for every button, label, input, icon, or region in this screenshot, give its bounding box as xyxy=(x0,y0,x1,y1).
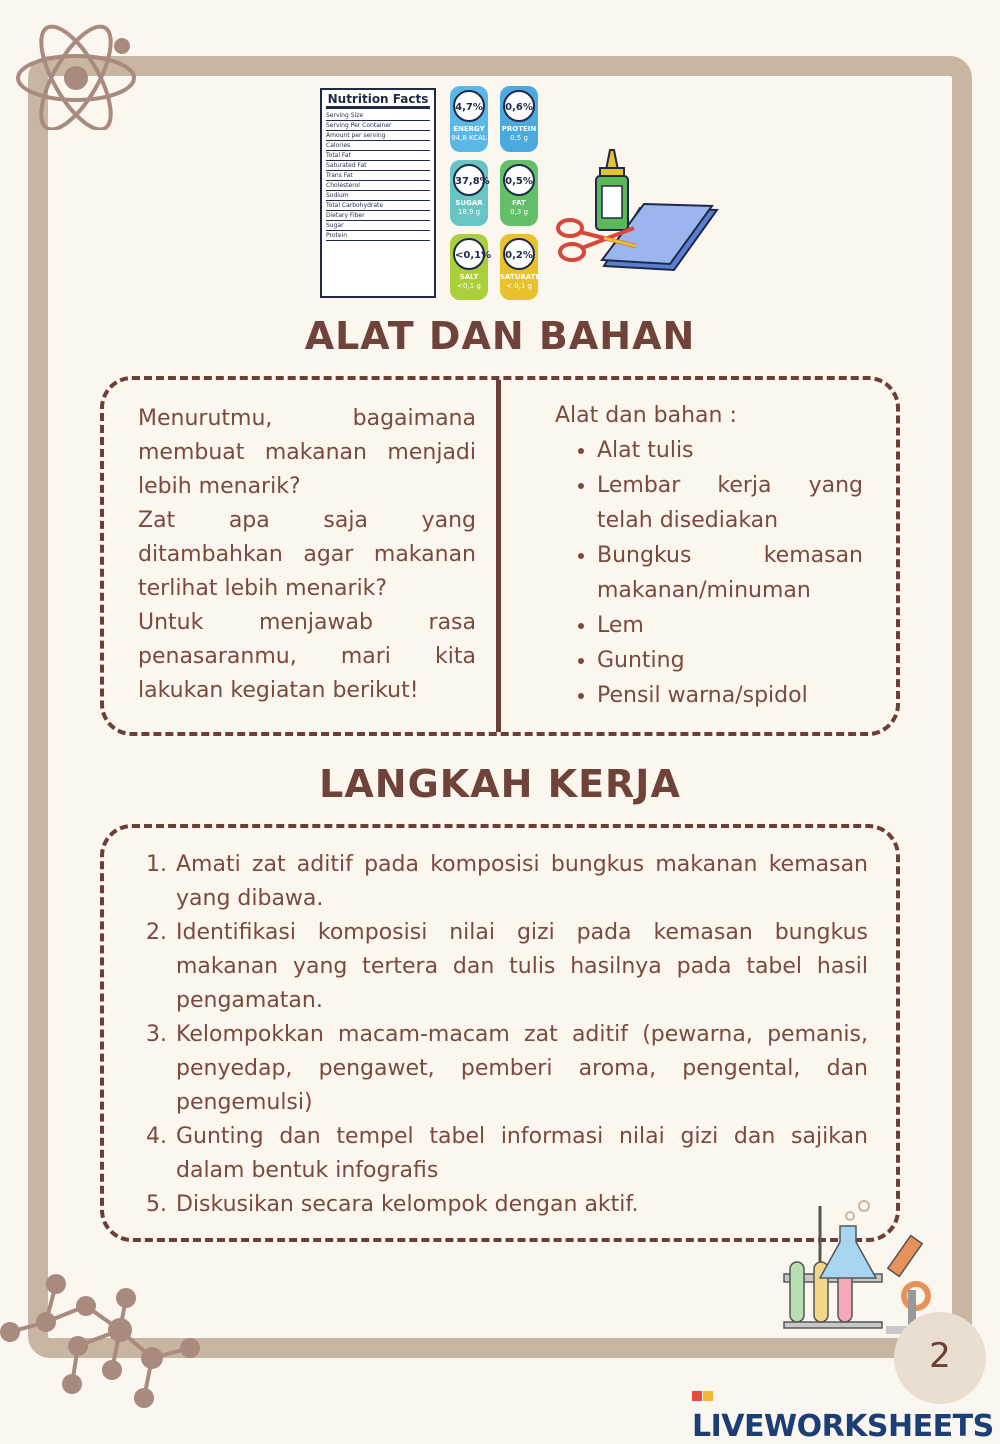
nf-row: Trans Fat xyxy=(326,172,353,179)
badge-percent: 37,8% xyxy=(453,164,485,196)
badge-label: FAT xyxy=(512,199,526,207)
badge-value: 18,9 g xyxy=(457,208,481,216)
nf-row: Sugar xyxy=(326,222,344,229)
step-number: 1. xyxy=(146,852,167,877)
step-number: 2. xyxy=(146,920,167,945)
section-heading-alat-dan-bahan: ALAT DAN BAHAN xyxy=(304,314,696,358)
section-heading-langkah-kerja: LANGKAH KERJA xyxy=(319,762,681,806)
list-item: • Lembar kerja yang telah disediakan xyxy=(597,468,863,538)
badge-value: 0,3 g xyxy=(510,208,528,216)
step-text: Identifikasi komposisi nilai gizi pada kemasan bungkus makanan yang tertera dan tulis hasilnya pada tabel hasil pengamatan. xyxy=(176,920,868,1013)
badge-label: PROTEIN xyxy=(501,125,537,133)
list-item: • Bungkus kemasan makanan/minuman xyxy=(597,538,863,608)
intro-paragraph: Menurutmu, bagaimana membuat makanan menjadi lebih menarik? xyxy=(138,406,476,499)
list-item: • Pensil warna/spidol xyxy=(597,678,863,713)
box-divider xyxy=(496,380,501,732)
liveworksheets-logo xyxy=(692,1374,1000,1444)
steps-list-block xyxy=(146,848,868,1222)
badge-percent: 0,5% xyxy=(503,164,535,196)
step-text: Gunting dan tempel tabel informasi nilai gizi dan sajikan dalam bentuk infografis xyxy=(176,1124,868,1183)
nf-row: Serving Size xyxy=(326,112,364,119)
nutrient-badge-energy xyxy=(450,86,488,152)
nf-row: Dietary Fiber xyxy=(326,212,365,219)
nf-row: Total Carbohydrate xyxy=(326,202,384,209)
materials-title: Alat dan bahan : xyxy=(555,403,737,428)
badge-percent: 0,2% xyxy=(503,238,535,270)
nf-row: Sodium xyxy=(326,192,349,199)
page-number: 2 xyxy=(894,1312,986,1404)
brand-name: LIVEWORKSHEETS xyxy=(692,1409,994,1444)
glue-bottle-icon xyxy=(596,150,628,230)
nutrient-badge-sugar xyxy=(450,160,488,226)
nf-row: Calories xyxy=(326,142,351,149)
badge-value: 0,5 g xyxy=(510,134,528,142)
list-item xyxy=(146,848,868,916)
lab-equipment-icon xyxy=(780,1186,940,1336)
badge-value: <0,1 g xyxy=(457,282,481,290)
intro-paragraph: Zat apa saja yang ditambahkan agar makanan terlihat lebih menarik? xyxy=(138,508,476,601)
nf-row: Protein xyxy=(326,232,348,239)
nf-row: Amount per serving xyxy=(326,132,386,139)
badge-value: 94,8 KCAL xyxy=(451,134,487,142)
materials-list-block xyxy=(555,398,863,713)
materials-list xyxy=(555,433,863,713)
nf-row: Total Fat xyxy=(326,152,351,159)
list-item: • Alat tulis xyxy=(597,433,863,468)
step-text: Diskusikan secara kelompok dengan aktif. xyxy=(176,1192,639,1217)
badge-label: ENERGY xyxy=(453,125,485,133)
step-text: Amati zat aditif pada komposisi bungkus makanan kemasan yang dibawa. xyxy=(176,852,868,911)
badge-label: SATURATES xyxy=(500,273,546,281)
badge-percent: 0,6% xyxy=(503,90,535,122)
step-number: 3. xyxy=(146,1022,167,1047)
badge-label: SUGAR xyxy=(455,199,483,207)
atom-icon xyxy=(10,20,150,130)
nutrition-facts-label xyxy=(320,88,436,298)
step-number: 4. xyxy=(146,1124,167,1149)
nf-row: Cholesterol xyxy=(326,182,360,189)
nutrition-facts-title: Nutrition Facts xyxy=(326,92,430,109)
craft-supplies-illustration xyxy=(552,148,727,278)
badge-label: SALT xyxy=(459,273,479,281)
list-item: • Lem xyxy=(597,608,863,643)
nutrient-badge-protein xyxy=(500,86,538,152)
nf-row: Saturated Fat xyxy=(326,162,367,169)
step-text: Kelompokkan macam-macam zat aditif (pewarna, pemanis, penyedap, pengawet, pemberi aroma, pengental, dan pengemulsi) xyxy=(176,1022,868,1115)
nutrient-badge-saturates xyxy=(500,234,546,300)
badge-percent: <0,1% xyxy=(453,238,485,270)
intro-paragraph: Untuk menjawab rasa penasaranmu, mari kita lakukan kegiatan berikut! xyxy=(138,610,476,703)
list-item xyxy=(146,1120,868,1188)
badge-value: < 0,1 g xyxy=(506,282,532,290)
nutrient-badge-salt xyxy=(450,234,492,300)
list-item: • Gunting xyxy=(597,643,863,678)
badge-percent: 4,7% xyxy=(453,90,485,122)
intro-text xyxy=(138,402,476,708)
list-item xyxy=(146,1018,868,1120)
list-item xyxy=(146,1188,868,1222)
molecule-icon xyxy=(0,1266,210,1414)
nutrient-badge-fat xyxy=(500,160,538,226)
step-number: 5. xyxy=(146,1192,167,1217)
list-item xyxy=(146,916,868,1018)
nf-row: Serving Per Container xyxy=(326,122,392,129)
steps-list xyxy=(146,848,868,1222)
